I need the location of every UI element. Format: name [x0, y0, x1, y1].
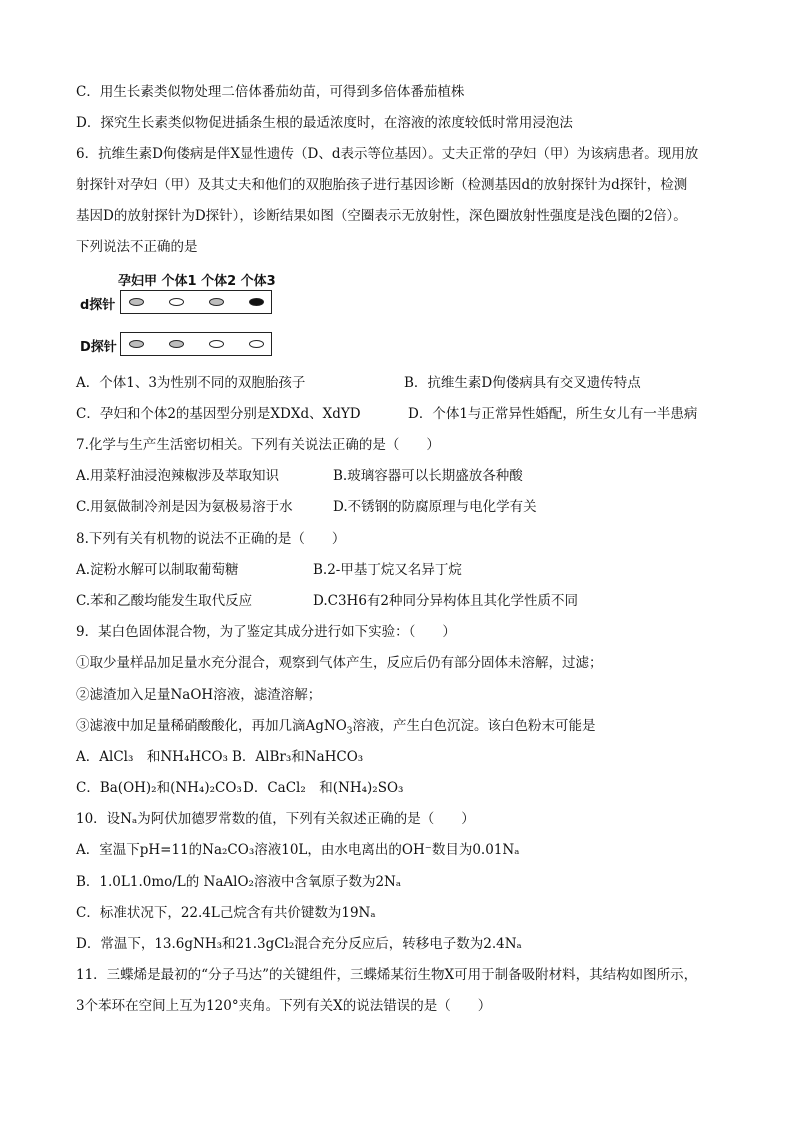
q11-stem-line1: 11．三蝶烯是最初的“分子马达”的关键组件，三蝶烯某衍生物X可用于制备吸附材料，其结构如图所示，: [76, 967, 698, 983]
q9-step-3-part-a: ③滤液中加足量稀硝酸酸化，再加几滴AgNO: [76, 718, 347, 734]
D-probe-dot-individual-1: [169, 340, 184, 348]
q10-option-c: C．标准状况下，22.4L己烷含有共价键数为19Nₐ: [76, 905, 376, 921]
d-probe-dot-individual-2: [209, 298, 224, 306]
d-probe-dot-individual-3: [249, 298, 264, 306]
q6-option-b: B．抗维生素D佝偻病具有交叉遗传特点: [404, 375, 641, 391]
q6-stem-line1: 6．抗维生素D佝偻病是伴X显性遗传（D、d表示等位基因）。丈夫正常的孕妇（甲）为该病患者。现用放: [76, 146, 699, 162]
d-probe-dot-individual-1: [169, 298, 184, 306]
q5-option-c: C．用生长素类似物处理二倍体番茄幼苗，可得到多倍体番茄植株: [76, 84, 465, 100]
q7-option-d: D.不锈钢的防腐原理与电化学有关: [333, 499, 537, 515]
q7-option-c: C.用氨做制冷剂是因为氨极易溶于水: [76, 499, 293, 515]
q10-option-b: B．1.0L1.0mo/L的 NaAlO₂溶液中含氧原子数为2Nₐ: [76, 874, 402, 890]
q9-option-b: B．AlBr₃和NaHCO₃: [232, 749, 364, 765]
q6-option-c: C．孕妇和个体2的基因型分别是XDXd、XdYD: [76, 406, 361, 422]
D-probe-dot-pregnant-woman: [129, 340, 144, 348]
q9-step-3-subscript: 3: [346, 726, 353, 737]
q6-option-a: A．个体1、3为性别不同的双胞胎孩子: [76, 375, 306, 391]
d-probe-dot-pregnant-woman: [129, 298, 144, 306]
q10-stem: 10．设Nₐ为阿伏加德罗常数的值，下列有关叙述正确的是（ ）: [76, 811, 475, 827]
q9-step-3-part-b: 溶液，产生白色沉淀。该白色粉末可能是: [352, 718, 596, 734]
q8-option-b: B.2-甲基丁烷又名异丁烷: [313, 562, 462, 578]
d-probe-row: [120, 290, 272, 314]
q8-option-d: D.C3H6有2种同分异构体且其化学性质不同: [313, 593, 579, 609]
D-probe-row: [120, 332, 272, 356]
q9-step-2: ②滤渣加入足量NaOH溶液，滤渣溶解；: [76, 687, 322, 703]
q7-option-b: B.玻璃容器可以长期盛放各种酸: [333, 468, 523, 484]
q7-option-a: A.用菜籽油浸泡辣椒涉及萃取知识: [76, 468, 280, 484]
q9-step-3: [76, 717, 596, 735]
q6-stem-line3: 基因D的放射探针为D探针），诊断结果如图（空圈表示无放射性，深色圈放射性强度是浅色圈的2倍）。: [76, 208, 687, 224]
probe-diagram: [80, 268, 280, 358]
q5-option-d: D．探究生长素类似物促进插条生根的最适浓度时，在溶液的浓度较低时常用浸泡法: [76, 115, 573, 131]
q9-stem: 9．某白色固体混合物，为了鉴定其成分进行如下实验：（ ）: [76, 624, 456, 640]
q9-option-c: C．Ba(OH)₂和(NH₄)₂CO₃: [76, 780, 242, 796]
q8-option-c: C.苯和乙酸均能发生取代反应: [76, 593, 253, 609]
q7-stem: 7.化学与生产生活密切相关。下列有关说法正确的是（ ）: [76, 437, 440, 453]
q6-option-d: D．个体1与正常异性婚配，所生女儿有一半患病: [408, 406, 698, 422]
q6-stem-line2: 射探针对孕妇（甲）及其丈夫和他们的双胞胎孩子进行基因诊断（检测基因d的放射探针为d探针，检测: [76, 177, 688, 193]
probe-diagram-header: 孕妇甲 个体1 个体2 个体3: [118, 274, 276, 289]
q9-step-1: ①取少量样品加足量水充分混合，观察到气体产生，反应后仍有部分固体未溶解，过滤；: [76, 655, 603, 671]
q9-option-d: D．CaCl₂ 和(NH₄)₂SO₃: [243, 780, 404, 796]
q10-option-d: D．常温下，13.6gNH₃和21.3gCl₂混合充分反应后，转移电子数为2.4Nₐ: [76, 936, 522, 952]
D-probe-dot-individual-3: [249, 340, 264, 348]
D-probe-label: D探针: [80, 340, 117, 355]
q8-option-a: A.淀粉水解可以制取葡萄糖: [76, 562, 239, 578]
D-probe-dot-individual-2: [209, 340, 224, 348]
d-probe-label: d探针: [80, 298, 116, 313]
q9-option-a: A．AlCl₃ 和NH₄HCO₃: [76, 749, 228, 765]
q11-stem-line2: 3个苯环在空间上互为120°夹角。下列有关X的说法错误的是（ ）: [76, 998, 492, 1014]
q8-stem: 8.下列有关有机物的说法不正确的是（ ）: [76, 531, 346, 547]
q10-option-a: A．室温下pH=11的Na₂CO₃溶液10L，由水电离出的OH⁻数目为0.01Nₐ: [76, 842, 520, 858]
q6-stem-line4: 下列说法不正确的是: [76, 239, 198, 255]
